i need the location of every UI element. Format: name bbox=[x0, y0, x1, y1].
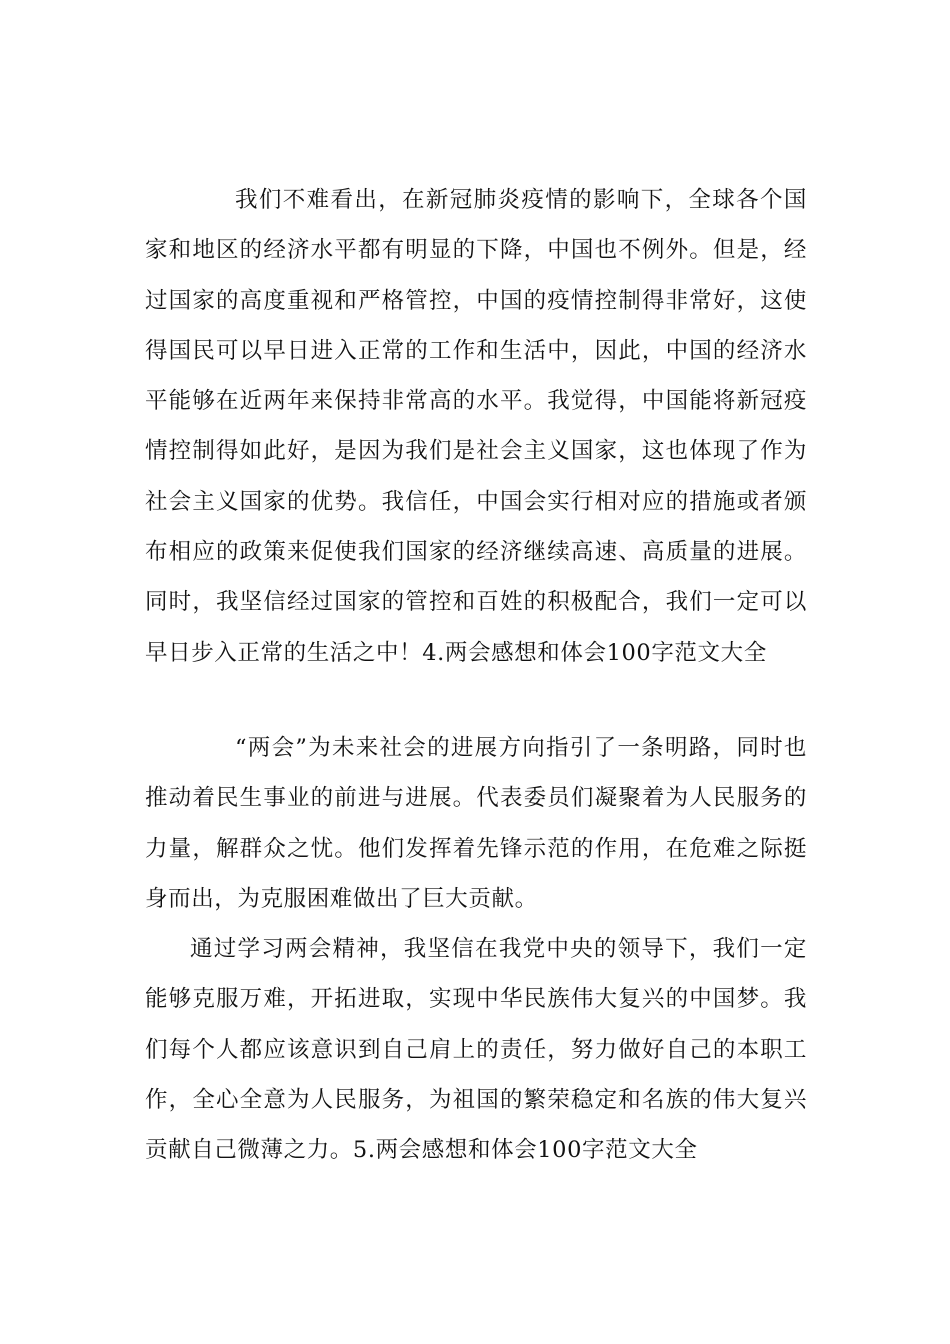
text-block-2 bbox=[145, 723, 807, 1176]
paragraph-two-sessions-direction: “两会”为未来社会的进展方向指引了一条明路，同时也推动着民生事业的前进与进展。代表委员们凝聚着为人民服务的力量，解群众之忧。他们发挥着先锋示范的作用，在危难之际挺身而出，为克服困难做出了巨大贡献。 bbox=[145, 735, 807, 912]
text-block-1 bbox=[145, 175, 807, 678]
paragraph-economy-pandemic: 我们不难看出，在新冠肺炎疫情的影响下，全球各个国家和地区的经济水平都有明显的下降，中国也不例外。但是，经过国家的高度重视和严格管控，中国的疫情控制得非常好，这使得国民可以早日进入正常的工作和生活中，因此，中国的经济水平能够在近两年来保持非常高的水平。我觉得，中国能将新冠疫情控制得如此好，是因为我们是社会主义国家，这也体现了作为社会主义国家的优势。我信任，中国会实行相对应的措施或者颁布相应的政策来促使我们国家的经济继续高速、高质量的进展。同时，我坚信经过国家的管控和百姓的积极配合，我们一定可以早日步入正常的生活之中！4.两会感想和体会100字范文大全 bbox=[145, 187, 807, 666]
paragraph-two-sessions-spirit: 通过学习两会精神，我坚信在我党中央的领导下，我们一定能够克服万难，开拓进取，实现中华民族伟大复兴的中国梦。我们每个人都应该意识到自己肩上的责任，努力做好自己的本职工作，全心全意为人民服务，为祖国的繁荣稳定和名族的伟大复兴贡献自己微薄之力。5.两会感想和体会100字范文大全 bbox=[145, 936, 807, 1164]
